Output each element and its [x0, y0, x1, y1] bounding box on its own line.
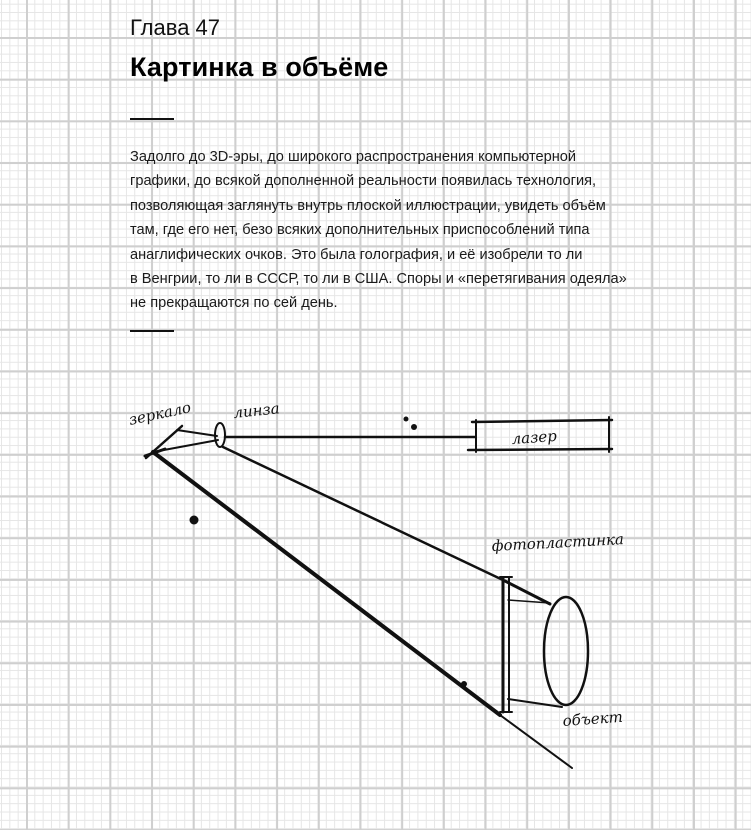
label-lens: линза	[232, 399, 281, 422]
label-photoplate: фотопластинка	[491, 530, 625, 555]
label-object: объект	[562, 707, 624, 730]
paragraph-line: позволяющая заглянуть внутрь плоской иллюстрации, увидеть объём	[130, 197, 606, 214]
chapter-number: Глава 47	[130, 15, 221, 40]
photoplate-icon	[500, 577, 512, 712]
paragraph-line: Задолго до 3D-эры, до широкого распространения компьютерной	[130, 149, 577, 165]
paragraph-line: не прекращаются по сей день.	[130, 295, 338, 312]
chapter-title: Картинка в объёме	[130, 52, 389, 82]
paragraph-line: анаглифических очков. Это была голография, и её изобрели то ли	[130, 246, 583, 263]
paragraph-line: в Венгрии, то ли в СССР, то ли в США. Споры и «перетягивания одеяла»	[130, 271, 627, 288]
object-icon	[544, 597, 588, 705]
paragraph-line: графики, до всякой дополненной реальности появилась технология,	[130, 173, 597, 190]
ink-dots	[190, 417, 468, 688]
label-laser: лазер	[511, 426, 558, 448]
paragraph-line: там, где его нет, безо всяких дополнительных приспособлений типа	[130, 222, 590, 239]
label-mirror: зеркало	[127, 398, 193, 429]
